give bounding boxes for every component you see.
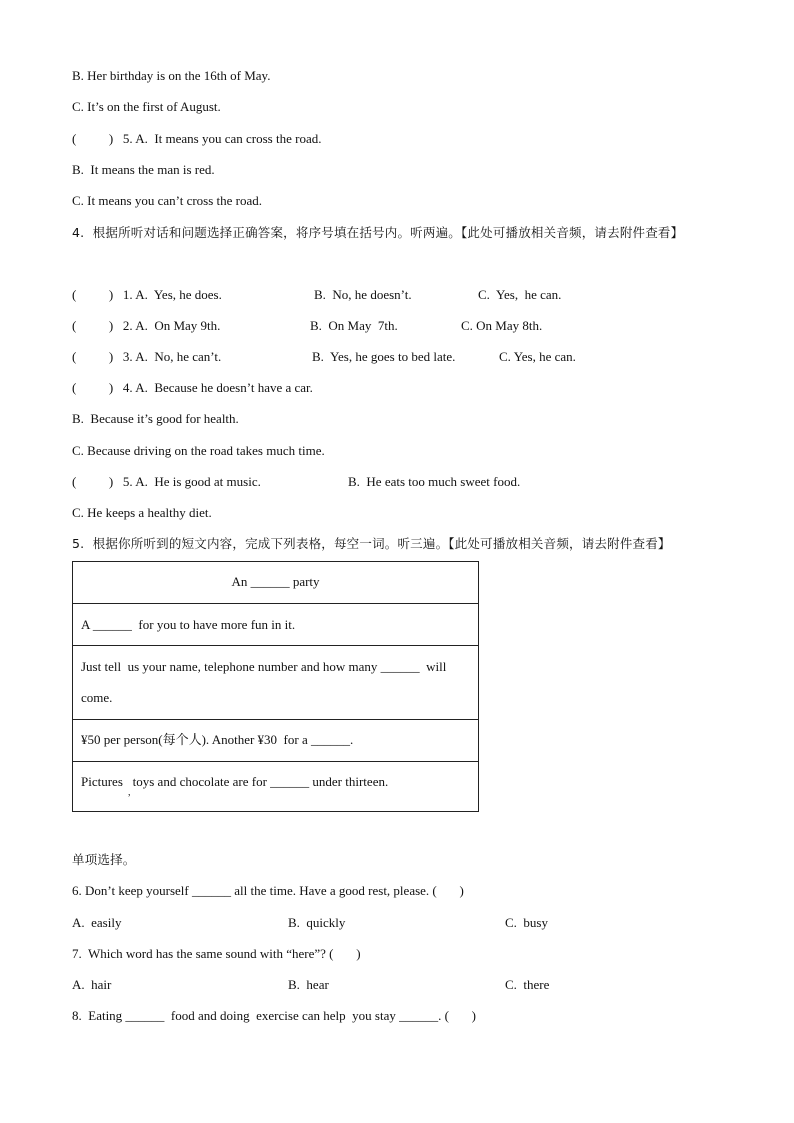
option-line: C. Yes, he can. (478, 287, 562, 302)
option-line: B. On May 7th. (310, 318, 398, 333)
option-line: B. quickly (288, 915, 346, 930)
option-line: C. Yes, he can. (499, 349, 576, 364)
section-instruction: 4. 根据所听对话和问题选择正确答案，将序号填在括号内。听两遍。【此处可播放相关音频，请去附件查看】 (72, 225, 684, 240)
option-line: C. He keeps a healthy diet. (72, 505, 212, 520)
stray-comma: , (128, 787, 131, 798)
option-line: C. It’s on the first of August. (72, 99, 221, 114)
question-line: ( ) 5. A. He is good at music. (72, 474, 261, 489)
table-cell: An ______ party (231, 574, 320, 589)
option-line: B. He eats too much sweet food. (348, 474, 521, 489)
table-row (73, 562, 478, 604)
question-line: ( ) 2. A. On May 9th. (72, 318, 221, 333)
table-cell: Pictures toys and chocolate are for ______ under thirteen. (81, 774, 389, 789)
table-row (73, 761, 478, 811)
question-line: ( ) 3. A. No, he can’t. (72, 349, 222, 364)
section-instruction: 5. 根据你所听到的短文内容，完成下列表格，每空一词。听三遍。【此处可播放相关音频，请去附件查看】 (72, 536, 671, 551)
option-line: B. It means the man is red. (72, 162, 215, 177)
option-line: C. busy (505, 915, 548, 930)
table-cell: Just tell us your name, telephone number and how many ______ will (81, 659, 447, 674)
option-line: C. Because driving on the road takes much time. (72, 443, 325, 458)
fill-in-table (72, 561, 479, 812)
table-cell: A ______ for you to have more fun in it. (81, 617, 296, 632)
question-line: 7. Which word has the same sound with “here”? ( ) (72, 946, 361, 961)
option-line: B. hear (288, 977, 329, 992)
table-row (73, 603, 478, 646)
question-line: 8. Eating ______ food and doing exercise can help you stay ______. ( ) (72, 1008, 476, 1023)
option-line: B. Her birthday is on the 16th of May. (72, 68, 271, 83)
question-line: 6. Don’t keep yourself ______ all the time. Have a good rest, please. ( ) (72, 883, 464, 898)
section-title: 单项选择。 (72, 852, 136, 867)
option-line: A. easily (72, 915, 122, 930)
option-line: B. No, he doesn’t. (314, 287, 412, 302)
option-line: B. Because it’s good for health. (72, 411, 239, 426)
table-row (73, 719, 478, 762)
question-line: ( ) 5. A. It means you can cross the road. (72, 131, 322, 146)
option-line: C. It means you can’t cross the road. (72, 193, 263, 208)
table-row (73, 645, 478, 720)
question-line: ( ) 4. A. Because he doesn’t have a car. (72, 380, 313, 395)
option-line: C. On May 8th. (461, 318, 543, 333)
table-cell: ¥50 per person(每个人). Another ¥30 for a ______. (81, 732, 354, 747)
option-line: A. hair (72, 977, 112, 992)
question-line: ( ) 1. A. Yes, he does. (72, 287, 222, 302)
option-line: B. Yes, he goes to bed late. (312, 349, 456, 364)
table-cell: come. (81, 690, 113, 705)
option-line: C. there (505, 977, 550, 992)
